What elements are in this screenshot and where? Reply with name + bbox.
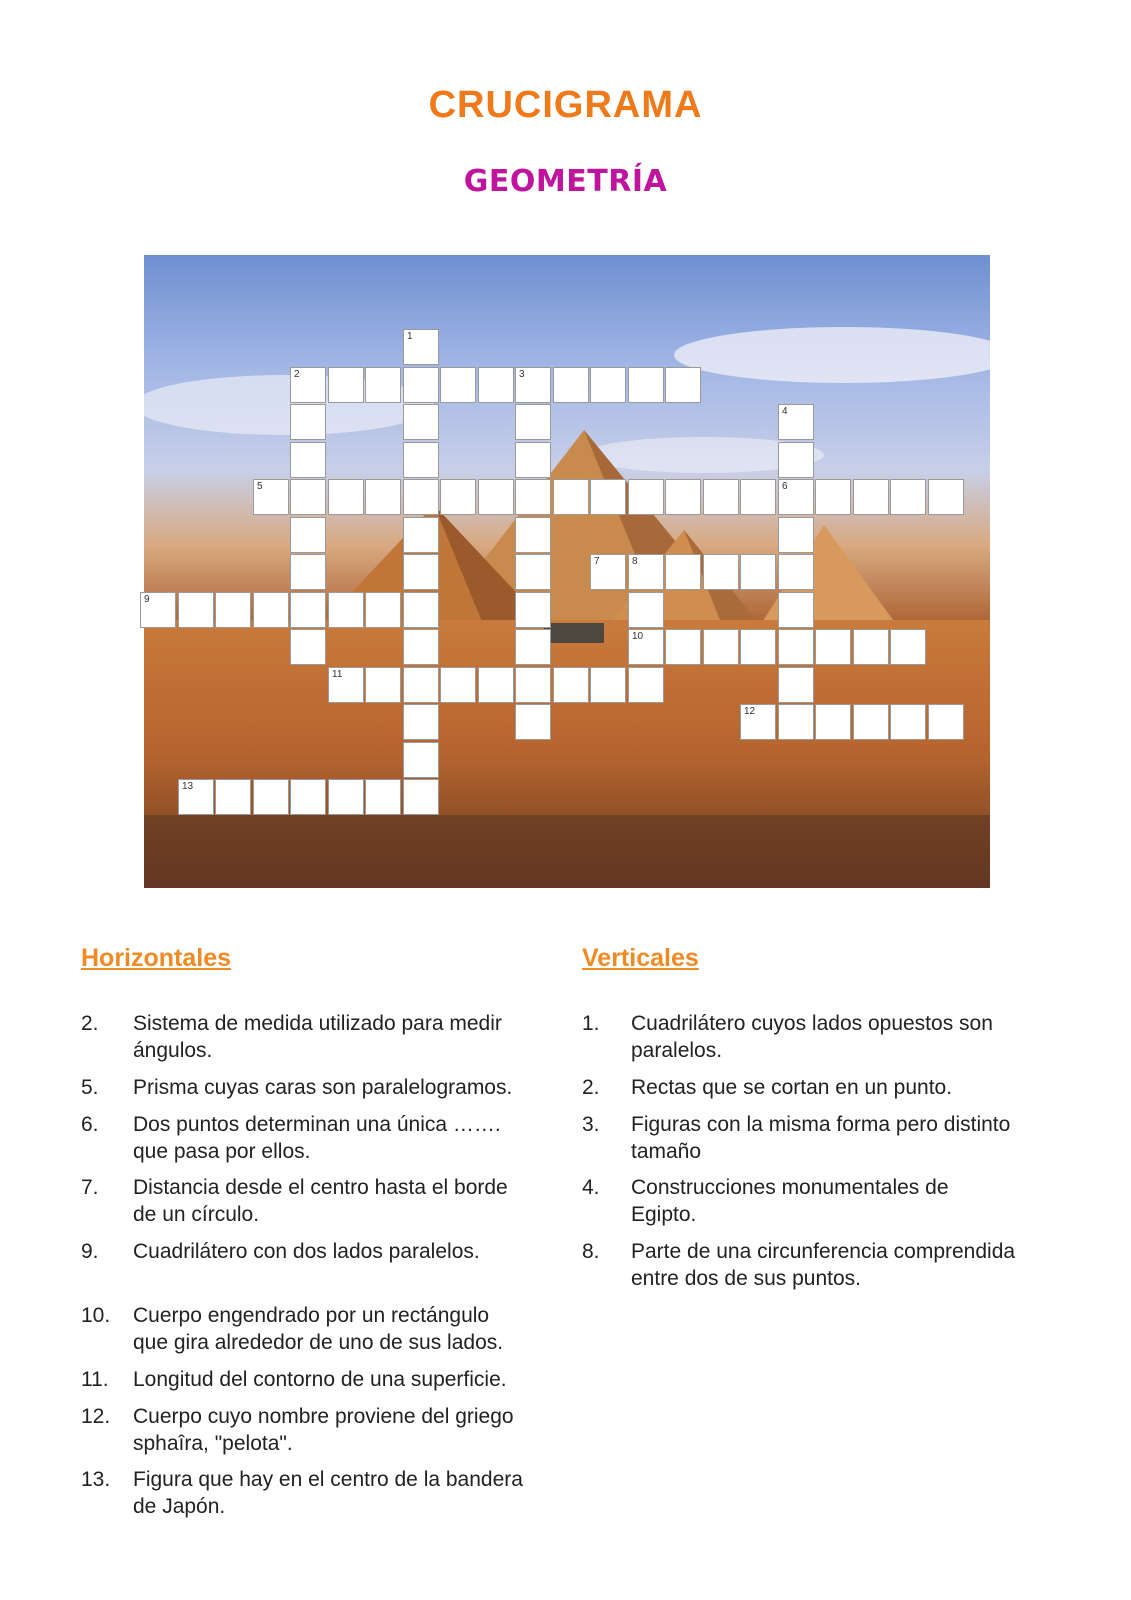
- clue-number: 6.: [81, 1113, 99, 1136]
- crossword-cell[interactable]: [403, 779, 439, 815]
- clue-start-number: 3: [519, 369, 525, 380]
- crossword-cell[interactable]: [440, 667, 476, 703]
- crossword-cell[interactable]: [290, 479, 326, 515]
- crossword-cell[interactable]: [815, 704, 851, 740]
- clue-start-number: 4: [782, 406, 788, 417]
- crossword-cell[interactable]: [778, 667, 814, 703]
- crossword-cell[interactable]: [515, 554, 551, 590]
- crossword-cell[interactable]: [665, 629, 701, 665]
- crossword-cell[interactable]: [440, 479, 476, 515]
- crossword-cell[interactable]: [253, 592, 289, 628]
- crossword-cell[interactable]: [290, 779, 326, 815]
- crossword-cell[interactable]: [890, 629, 926, 665]
- crossword-cell[interactable]: [403, 479, 439, 515]
- vertical-clue: [582, 1111, 1082, 1167]
- crossword-cell[interactable]: [628, 367, 664, 403]
- crossword-cell[interactable]: [403, 517, 439, 553]
- crossword-cell[interactable]: [778, 479, 814, 515]
- clue-number: 3.: [582, 1113, 600, 1136]
- crossword-cell[interactable]: [665, 554, 701, 590]
- crossword-cell[interactable]: [553, 479, 589, 515]
- crossword-cell[interactable]: [703, 629, 739, 665]
- clue-number: 5.: [81, 1076, 99, 1099]
- crossword-cell[interactable]: [853, 479, 889, 515]
- crossword-cell[interactable]: [515, 667, 551, 703]
- crossword-cell[interactable]: [628, 629, 664, 665]
- crossword-cell[interactable]: [515, 629, 551, 665]
- horizontal-clue: [81, 1010, 561, 1066]
- clue-text: Cuadrilátero con dos lados paralelos.: [133, 1240, 480, 1263]
- clue-number: 9.: [81, 1240, 99, 1263]
- crossword-cell[interactable]: [553, 667, 589, 703]
- horizontal-clue: [81, 1238, 561, 1266]
- clue-start-number: 13: [182, 781, 194, 792]
- page-title: CRUCIGRAMA: [428, 84, 703, 126]
- crossword-cell[interactable]: [553, 367, 589, 403]
- clue-text: Sistema de medida utilizado para medir ángulos.: [133, 1012, 502, 1062]
- crossword-cell[interactable]: [403, 442, 439, 478]
- crossword-cell[interactable]: [403, 592, 439, 628]
- clue-number: 2.: [81, 1012, 99, 1035]
- crossword-cell[interactable]: [253, 479, 289, 515]
- horizontal-heading: Horizontales: [81, 944, 232, 972]
- crossword-cell[interactable]: [590, 554, 626, 590]
- crossword-cell[interactable]: [478, 367, 514, 403]
- clue-text: Distancia desde el centro hasta el borde de un círculo.: [133, 1176, 508, 1226]
- crossword-cell[interactable]: [403, 329, 439, 365]
- crossword-cell[interactable]: [815, 629, 851, 665]
- crossword-cell[interactable]: [928, 479, 964, 515]
- horizontal-clue: [81, 1466, 561, 1522]
- clue-number: 12.: [81, 1405, 111, 1428]
- clue-start-number: 6: [782, 481, 788, 492]
- crossword-cell[interactable]: [328, 667, 364, 703]
- crossword-cell[interactable]: [215, 779, 251, 815]
- vertical-clue: [582, 1174, 1082, 1230]
- crossword-cell[interactable]: [740, 554, 776, 590]
- crossword-cell[interactable]: [590, 667, 626, 703]
- crossword-cell[interactable]: [290, 517, 326, 553]
- crossword-cell[interactable]: [890, 479, 926, 515]
- crossword-cell[interactable]: [178, 779, 214, 815]
- crossword-cell[interactable]: [403, 667, 439, 703]
- crossword-cell[interactable]: [478, 667, 514, 703]
- crossword-cell[interactable]: [515, 592, 551, 628]
- crossword-cell[interactable]: [815, 479, 851, 515]
- crossword-cell[interactable]: [365, 479, 401, 515]
- crossword-cell[interactable]: [365, 779, 401, 815]
- clue-text: Cuadrilátero cuyos lados opuestos son paralelos.: [631, 1012, 993, 1062]
- crossword-cell[interactable]: [328, 367, 364, 403]
- clue-number: 13.: [81, 1468, 111, 1491]
- crossword-cell[interactable]: [628, 592, 664, 628]
- crossword-cell[interactable]: [478, 479, 514, 515]
- crossword-cell[interactable]: [290, 442, 326, 478]
- crossword-cell[interactable]: [740, 629, 776, 665]
- crossword-cell[interactable]: [365, 592, 401, 628]
- clue-number: 10.: [81, 1304, 111, 1327]
- crossword-cell[interactable]: [290, 404, 326, 440]
- crossword-cell[interactable]: [328, 592, 364, 628]
- clue-start-number: 5: [257, 481, 263, 492]
- clue-text: Dos puntos determinan una única ……. que pasa por ellos.: [133, 1113, 501, 1163]
- crossword-cell[interactable]: [365, 367, 401, 403]
- crossword-cell[interactable]: [703, 554, 739, 590]
- horizontal-clue: [81, 1111, 561, 1167]
- crossword-cell[interactable]: [290, 629, 326, 665]
- crossword-cell[interactable]: [778, 554, 814, 590]
- clue-start-number: 7: [594, 556, 600, 567]
- clue-start-number: 10: [632, 631, 644, 642]
- crossword-cell[interactable]: [403, 704, 439, 740]
- clue-number: 2.: [582, 1076, 600, 1099]
- clue-number: 11.: [81, 1368, 109, 1391]
- crossword-cell[interactable]: [628, 479, 664, 515]
- crossword-cell[interactable]: [403, 629, 439, 665]
- clue-text: Prisma cuyas caras son paralelogramos.: [133, 1076, 513, 1099]
- crossword-cell[interactable]: [890, 704, 926, 740]
- horizontal-clue: [81, 1366, 561, 1394]
- clue-text: Longitud del contorno de una superficie.: [133, 1368, 507, 1391]
- crossword-cell[interactable]: [628, 667, 664, 703]
- vertical-clue: [582, 1010, 1082, 1066]
- crossword-cell[interactable]: [515, 517, 551, 553]
- clue-text: Figura que hay en el centro de la bandera de Japón.: [133, 1468, 523, 1518]
- crossword-cell[interactable]: [178, 592, 214, 628]
- crossword-cell[interactable]: [778, 404, 814, 440]
- crossword-cell[interactable]: [140, 592, 176, 628]
- crossword-cell[interactable]: [665, 367, 701, 403]
- clue-start-number: 11: [332, 669, 343, 680]
- crossword-cell[interactable]: [403, 404, 439, 440]
- crossword-cell[interactable]: [515, 442, 551, 478]
- clue-text: Parte de una circunferencia comprendida entre dos de sus puntos.: [631, 1240, 1016, 1290]
- crossword-cell[interactable]: [290, 367, 326, 403]
- crossword-cell[interactable]: [515, 367, 551, 403]
- clue-text: Construcciones monumentales de Egipto.: [631, 1176, 949, 1226]
- clue-start-number: 1: [407, 331, 413, 342]
- crossword-cell[interactable]: [778, 629, 814, 665]
- clue-text: Cuerpo cuyo nombre proviene del griego sphaîra, "pelota".: [133, 1405, 514, 1455]
- clue-start-number: 12: [744, 706, 756, 717]
- crossword-cell[interactable]: [928, 704, 964, 740]
- crossword-cell[interactable]: [590, 479, 626, 515]
- crossword-cell[interactable]: [403, 742, 439, 778]
- page-subtitle: GEOMETRÍA: [463, 164, 668, 199]
- crossword-cell[interactable]: [853, 629, 889, 665]
- crossword-cell[interactable]: [515, 704, 551, 740]
- horizontal-clue: [81, 1074, 561, 1102]
- crossword-cell[interactable]: [403, 554, 439, 590]
- crossword-cell[interactable]: [778, 517, 814, 553]
- crossword-cell[interactable]: [515, 479, 551, 515]
- crossword-cell[interactable]: [590, 367, 626, 403]
- crossword-cell[interactable]: [778, 592, 814, 628]
- clue-text: Rectas que se cortan en un punto.: [631, 1076, 953, 1099]
- crossword-cell[interactable]: [515, 404, 551, 440]
- crossword-cell[interactable]: [290, 554, 326, 590]
- crossword-cell[interactable]: [778, 442, 814, 478]
- crossword-cell[interactable]: [665, 479, 701, 515]
- horizontal-clue: [81, 1302, 561, 1358]
- vertical-clue: [582, 1238, 1082, 1294]
- crossword-cell[interactable]: [440, 367, 476, 403]
- crossword-cell[interactable]: [365, 667, 401, 703]
- horizontal-clue: [81, 1403, 561, 1459]
- crossword-cell[interactable]: [328, 479, 364, 515]
- crossword-cell[interactable]: [703, 479, 739, 515]
- crossword-cell[interactable]: [853, 704, 889, 740]
- clue-number: 4.: [582, 1176, 600, 1199]
- crossword-cell[interactable]: [740, 479, 776, 515]
- crossword-cell[interactable]: [740, 704, 776, 740]
- vertical-clue: [582, 1074, 1082, 1102]
- vertical-heading: Verticales: [582, 944, 699, 972]
- clue-text: Figuras con la misma forma pero distinto tamaño: [631, 1113, 1011, 1163]
- horizontal-clue: [81, 1174, 561, 1230]
- clue-number: 1.: [582, 1012, 600, 1035]
- clue-start-number: 9: [144, 594, 150, 605]
- crossword-cell[interactable]: [290, 592, 326, 628]
- clue-start-number: 2: [294, 369, 300, 380]
- crossword-cell[interactable]: [628, 554, 664, 590]
- clue-start-number: 8: [632, 556, 638, 567]
- crossword-cell[interactable]: [253, 779, 289, 815]
- clue-text: Cuerpo engendrado por un rectángulo que gira alrededor de uno de sus lados.: [133, 1304, 504, 1354]
- crossword-cell[interactable]: [403, 367, 439, 403]
- crossword-cell[interactable]: [778, 704, 814, 740]
- clue-number: 8.: [582, 1240, 600, 1263]
- crossword-cell[interactable]: [215, 592, 251, 628]
- crossword-cell[interactable]: [328, 779, 364, 815]
- clue-number: 7.: [81, 1176, 99, 1199]
